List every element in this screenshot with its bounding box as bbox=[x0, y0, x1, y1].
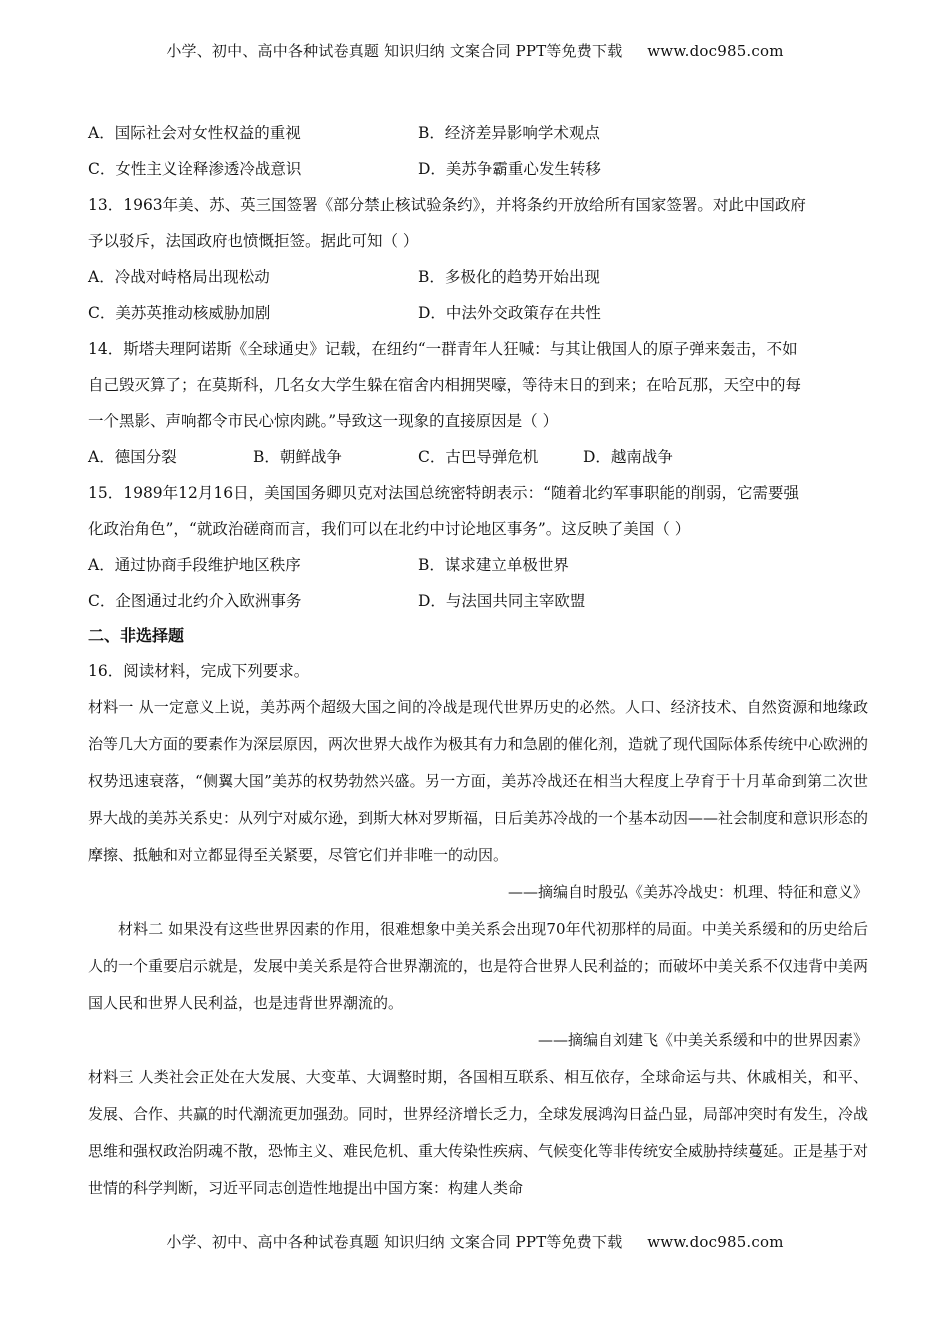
q15-option-b: B．谋求建立单极世界 bbox=[418, 556, 569, 574]
q15-stem-line1: 15．1989年12月16日，美国国务卿贝克对法国总统密特朗表示：“随着北约军事职能的削弱，它需要强 bbox=[88, 484, 800, 502]
footer-banner-url[interactable]: www.doc985.com bbox=[647, 1233, 784, 1251]
q14-stem-line1: 14．斯塔夫理阿诺斯《全球通史》记载，在纽约“一群青年人狂喊：与其让俄国人的原子弹来轰击，不如 bbox=[88, 340, 798, 358]
q13-stem-line1: 13．1963年美、苏、英三国签署《部分禁止核试验条约》，并将条约开放给所有国家签署。对此中国政府 bbox=[88, 196, 806, 214]
material-two-text: 材料二 如果没有这些世界因素的作用，很难想象中美关系会出现70年代初那样的局面。中美关系缓和的历史给后人的一个重要启示就是，发展中美关系是符合世界潮流的，也是符合世界人民利益的；而破坏中美关系不仅违背中美两国人民和世界人民利益，也是违背世界潮流的。 bbox=[88, 920, 869, 1012]
footer-banner bbox=[0, 1231, 950, 1252]
q15-stem-line2: 化政治角色”，“就政治磋商而言，我们可以在北约中讨论地区事务”。这反映了美国（ ） bbox=[88, 520, 691, 538]
q16-intro: 16．阅读材料，完成下列要求。 bbox=[88, 662, 310, 680]
material-two bbox=[88, 911, 868, 1022]
q12-options-row1 bbox=[88, 115, 868, 151]
header-banner bbox=[0, 40, 950, 61]
q12-option-b: B．经济差异影响学术观点 bbox=[418, 124, 600, 142]
q12-options-row2 bbox=[88, 151, 868, 187]
footer-banner-text: 小学、初中、高中各种试卷真题 知识归纳 文案合同 PPT等免费下载 bbox=[166, 1233, 623, 1251]
material-three-text: 材料三 人类社会正处在大发展、大变革、大调整时期，各国相互联系、相互依存，全球命运与共、休戚相关，和平、发展、合作、共赢的时代潮流更加强劲。同时，世界经济增长乏力，全球发展鸿沟日益凸显，局部冲突时有发生，冷战思维和强权政治阴魂不散，恐怖主义、难民危机、重大传染性疾病、气候变化等非传统安全威胁持续蔓延。正是基于对世情的科学判断，习近平同志创造性地提出中国方案：构建人类命 bbox=[88, 1068, 869, 1197]
q14-option-a: A．德国分裂 bbox=[88, 448, 177, 466]
section-title: 二、非选择题 bbox=[88, 626, 185, 645]
banner-text: 小学、初中、高中各种试卷真题 知识归纳 文案合同 PPT等免费下载 bbox=[166, 42, 623, 60]
q14-stem-line3: 一个黑影、声响都令市民心惊肉跳。”导致这一现象的直接原因是（ ） bbox=[88, 412, 559, 430]
q14-stem-line2: 自己毁灭算了；在莫斯科，几名女大学生躲在宿舍内相拥哭嚎，等待末日的到来；在哈瓦那，天空中的每 bbox=[88, 376, 802, 394]
q14-options-row bbox=[88, 439, 868, 475]
q13-options-row2 bbox=[88, 295, 868, 331]
q15-option-a: A．通过协商手段维护地区秩序 bbox=[88, 556, 301, 574]
q15-option-d: D．与法国共同主宰欧盟 bbox=[418, 592, 586, 610]
q13-option-a: A．冷战对峙格局出现松动 bbox=[88, 268, 270, 286]
q13-options-row1 bbox=[88, 259, 868, 295]
q13-option-d: D．中法外交政策存在共性 bbox=[418, 304, 601, 322]
q13-option-b: B．多极化的趋势开始出现 bbox=[418, 268, 600, 286]
material-one-source: ——摘编自时殷弘《美苏冷战史：机理、特征和意义》 bbox=[507, 883, 868, 901]
material-one-text: 材料一 从一定意义上说，美苏两个超级大国之间的冷战是现代世界历史的必然。人口、经济技术、自然资源和地缘政治等几大方面的要素作为深层原因，两次世界大战作为极其有力和急剧的催化剂，造就了现代国际体系传统中心欧洲的权势迅速衰落，“侧翼大国”美苏的权势勃然兴盛。另一方面，美苏冷战还在相当大程度上孕育于十月革命到第二次世界大战的美苏关系史：从列宁对威尔逊，到斯大林对罗斯福，日后美苏冷战的一个基本动因——社会制度和意识形态的摩擦、抵触和对立都显得至关紧要，尽管它们并非唯一的动因。 bbox=[88, 698, 869, 864]
q12-option-c: C．女性主义诠释渗透冷战意识 bbox=[88, 160, 302, 178]
banner-url[interactable]: www.doc985.com bbox=[647, 42, 784, 60]
q15-options-row1 bbox=[88, 547, 868, 583]
material-one bbox=[88, 689, 868, 874]
q13-option-c: C．美苏英推动核威胁加剧 bbox=[88, 304, 271, 322]
page-content bbox=[88, 115, 868, 1207]
q14-option-b: B．朝鲜战争 bbox=[253, 448, 342, 466]
q15-options-row2 bbox=[88, 583, 868, 619]
material-two-source: ——摘编自刘建飞《中美关系缓和中的世界因素》 bbox=[537, 1031, 868, 1049]
q14-option-d: D．越南战争 bbox=[583, 448, 673, 466]
material-three bbox=[88, 1059, 868, 1207]
q13-stem-line2: 予以驳斥，法国政府也愤慨拒签。据此可知（ ） bbox=[88, 232, 419, 250]
q12-option-d: D．美苏争霸重心发生转移 bbox=[418, 160, 601, 178]
q14-option-c: C．古巴导弹危机 bbox=[418, 448, 539, 466]
q12-option-a: A．国际社会对女性权益的重视 bbox=[88, 124, 301, 142]
q15-option-c: C．企图通过北约介入欧洲事务 bbox=[88, 592, 302, 610]
